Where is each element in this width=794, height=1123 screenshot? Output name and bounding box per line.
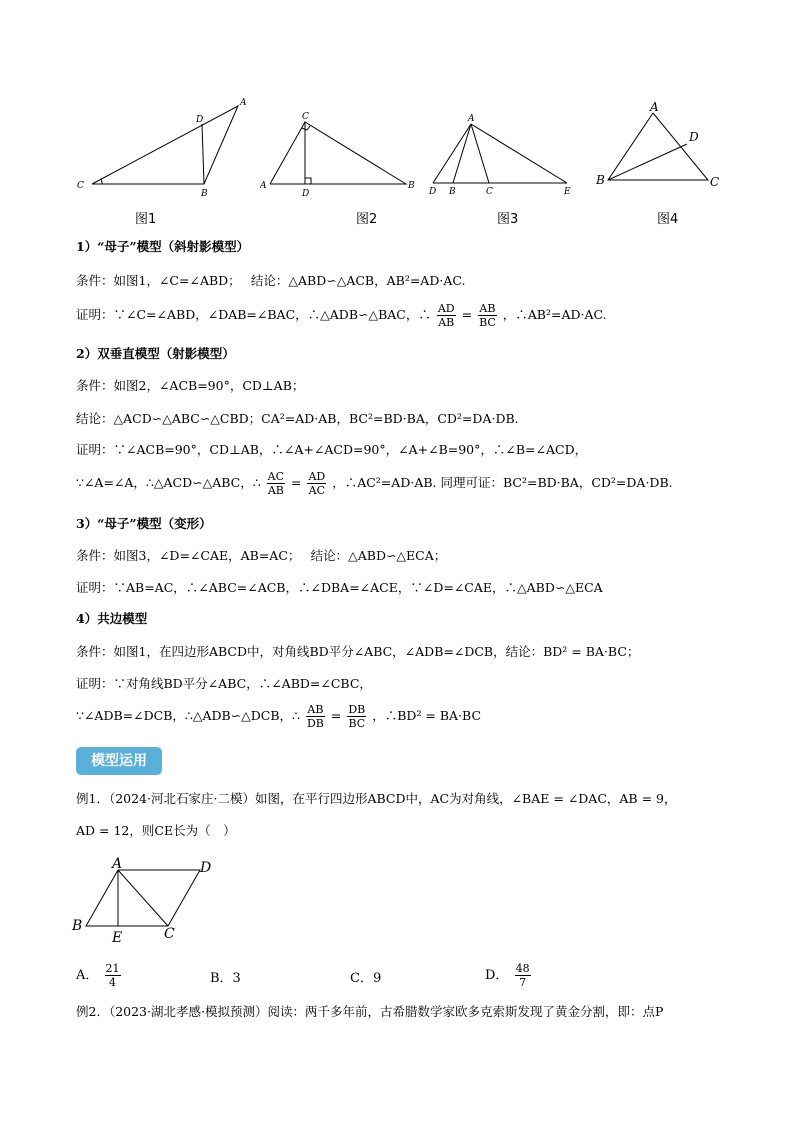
fig3-label-d: D bbox=[429, 187, 437, 197]
example-2-question-line-1: 例2．（2023·湖北孝感·模拟预测）阅读：两千多年前，古希腊数学家欧多克索斯发现了黄金分割，即：点P bbox=[76, 1004, 664, 1019]
section-1-proof bbox=[76, 297, 607, 333]
ex1-label-a: A bbox=[112, 856, 123, 872]
section-1-fraction-1 bbox=[437, 302, 456, 329]
section-2-condition: 条件：如图2，∠ACB=90°，CD⊥AB； bbox=[76, 378, 305, 393]
fig2-triangle bbox=[270, 122, 406, 184]
fig3-segment-ad bbox=[433, 124, 471, 183]
section-2-proof-line-1: 证明：∵∠ACB=90°，CD⊥AB，∴∠A+∠ACD=90°，∠A+∠B=90°，∴∠B=∠ACD， bbox=[76, 442, 588, 457]
section-4-proof-text-b: ，∴BD² = BA·BC bbox=[372, 708, 482, 723]
section-4-fraction-1 bbox=[306, 703, 325, 730]
figure-1-caption: 图1 bbox=[135, 212, 157, 227]
section-2-fraction-2 bbox=[307, 470, 326, 497]
section-4-proof-line-1: 证明：∵对角线BD平分∠ABC，∴∠ABD=∠CBC， bbox=[76, 676, 372, 691]
example-1-question-line-2: AD = 12，则CE长为（ ） bbox=[76, 823, 236, 838]
fig1-triangle bbox=[92, 106, 238, 184]
option-a-label: A． bbox=[76, 968, 99, 983]
fraction-denominator: BC bbox=[479, 316, 496, 329]
fig1-label-c: C bbox=[77, 181, 84, 191]
fig2-label-b: B bbox=[408, 181, 415, 191]
fig1-label-a: A bbox=[240, 98, 247, 108]
fraction-denominator: AB bbox=[267, 484, 284, 497]
section-1-proof-text-a: 证明：∵∠C=∠ABD，∠DAB=∠BAC，∴△ADB∽△BAC，∴ bbox=[76, 307, 431, 322]
fig2-label-c: C bbox=[302, 112, 309, 122]
section-4-heading: 4）共边模型 bbox=[76, 611, 148, 626]
fraction-denominator: AC bbox=[308, 484, 326, 497]
fig1-angle-c-mark bbox=[101, 179, 102, 184]
fig4-label-d: D bbox=[689, 130, 699, 144]
fraction-numerator: 21 bbox=[105, 962, 120, 975]
fraction-denominator: DB bbox=[306, 717, 324, 730]
section-1-equals: = bbox=[461, 307, 473, 322]
section-1-condition: 条件：如图1，∠C=∠ABD； 结论：△ABD∽△ACB，AB²=AD·AC. bbox=[76, 273, 466, 288]
section-2-proof-text-b: ，∴AC²=AD·AB. 同理可证：BC²=BD·BA，CD²=DA·DB. bbox=[332, 475, 673, 490]
section-2-equals: = bbox=[291, 475, 302, 490]
figure-2-caption: 图2 bbox=[356, 212, 378, 227]
section-4-proof-line-2 bbox=[76, 698, 481, 734]
fig4-label-a: A bbox=[650, 100, 659, 114]
fraction-denominator: 4 bbox=[109, 976, 117, 989]
section-4-condition: 条件：如图1，在四边形ABCD中，对角线BD平分∠ABC，∠ADB=∠DCB，结论：BD² = BA·BC； bbox=[76, 644, 640, 659]
fraction-numerator: 48 bbox=[515, 962, 530, 975]
fig4-label-c: C bbox=[710, 175, 720, 189]
section-2-heading: 2）双垂直模型（射影模型） bbox=[76, 346, 235, 361]
figure-4 bbox=[590, 98, 730, 198]
example-1-parallelogram-figure bbox=[70, 852, 230, 947]
example-1-question-line-1: 例1．（2024·河北石家庄·二模）如图，在平行四边形ABCD中，AC为对角线，∠BAE = ∠DAC，AB = 9， bbox=[76, 791, 677, 806]
fig1-label-b: B bbox=[201, 189, 208, 198]
fraction-denominator: AB bbox=[438, 316, 455, 329]
fraction-numerator: AB bbox=[479, 302, 496, 315]
figure-3-caption: 图3 bbox=[497, 212, 519, 227]
fraction-numerator: AC bbox=[267, 470, 285, 483]
section-4-fraction-2 bbox=[347, 703, 366, 730]
option-b[interactable]: B．3 bbox=[210, 971, 241, 986]
option-d-fraction bbox=[515, 962, 531, 989]
fig3-segment-ae bbox=[471, 124, 567, 183]
section-4-equals: = bbox=[330, 708, 342, 723]
fig1-segment-bd bbox=[202, 124, 204, 184]
fig2-right-angle-c bbox=[302, 126, 310, 130]
segment-ac bbox=[118, 870, 168, 926]
section-2-proof-text-a: ∵∠A=∠A，∴△ACD∽△ABC，∴ bbox=[76, 475, 261, 490]
section-1-heading: 1）“母子”模型（斜射影模型） bbox=[76, 239, 250, 254]
fraction-numerator: AD bbox=[308, 470, 326, 483]
figure-2 bbox=[260, 108, 420, 198]
fig3-label-a: A bbox=[468, 114, 475, 124]
fraction-denominator: BC bbox=[348, 717, 366, 730]
section-1-fraction-2 bbox=[478, 302, 497, 329]
ex1-label-c: C bbox=[164, 926, 175, 942]
option-d-label: D． bbox=[485, 968, 509, 983]
section-3-proof: 证明：∵AB=AC，∴∠ABC=∠ACB，∴∠DBA=∠ACE，∵∠D=∠CAE，∴△ABD∽△ECA bbox=[76, 580, 603, 595]
fig1-label-d: D bbox=[196, 115, 204, 125]
section-2-fraction-1 bbox=[267, 470, 285, 497]
option-a-fraction bbox=[105, 962, 121, 989]
fig4-label-b: B bbox=[596, 173, 605, 187]
fig2-right-angle-d bbox=[305, 178, 311, 184]
ex1-label-e: E bbox=[112, 930, 123, 946]
fraction-denominator: 7 bbox=[519, 976, 527, 989]
ex1-label-b: B bbox=[72, 918, 83, 934]
fraction-numerator: AD bbox=[437, 302, 455, 315]
fraction-numerator: AB bbox=[307, 703, 324, 716]
section-4-proof-text-a: ∵∠ADB=∠DCB，∴△ADB∽△DCB，∴ bbox=[76, 708, 300, 723]
ex1-label-d: D bbox=[200, 860, 212, 876]
fig2-label-a: A bbox=[260, 181, 267, 191]
fig3-label-c: C bbox=[486, 187, 493, 197]
fig4-triangle bbox=[608, 113, 708, 180]
section-3-condition: 条件：如图3，∠D=∠CAE，AB=AC； 结论：△ABD∽△ECA； bbox=[76, 548, 447, 563]
fraction-numerator: DB bbox=[348, 703, 366, 716]
fig3-segment-ab bbox=[453, 124, 471, 183]
figure-4-caption: 图4 bbox=[657, 212, 679, 227]
section-2-proof-line-2 bbox=[76, 465, 673, 501]
fig2-label-d: D bbox=[302, 189, 310, 198]
option-d[interactable] bbox=[485, 962, 533, 989]
fig3-label-b: B bbox=[449, 187, 456, 197]
fig3-label-e: E bbox=[564, 187, 571, 197]
figure-3 bbox=[425, 108, 585, 198]
figure-1 bbox=[70, 98, 250, 198]
section-3-heading: 3）“母子”模型（变形） bbox=[76, 516, 212, 531]
section-2-conclusion: 结论：△ACD∽△ABC∽△CBD；CA²=AD·AB，BC²=BD·BA，CD²=DA·DB. bbox=[76, 411, 519, 426]
option-a[interactable] bbox=[76, 962, 123, 989]
section-1-proof-text-b: ，∴AB²=AD·AC. bbox=[502, 307, 607, 322]
model-application-badge: 模型运用 bbox=[76, 747, 162, 775]
option-c[interactable]: C．9 bbox=[350, 971, 382, 986]
